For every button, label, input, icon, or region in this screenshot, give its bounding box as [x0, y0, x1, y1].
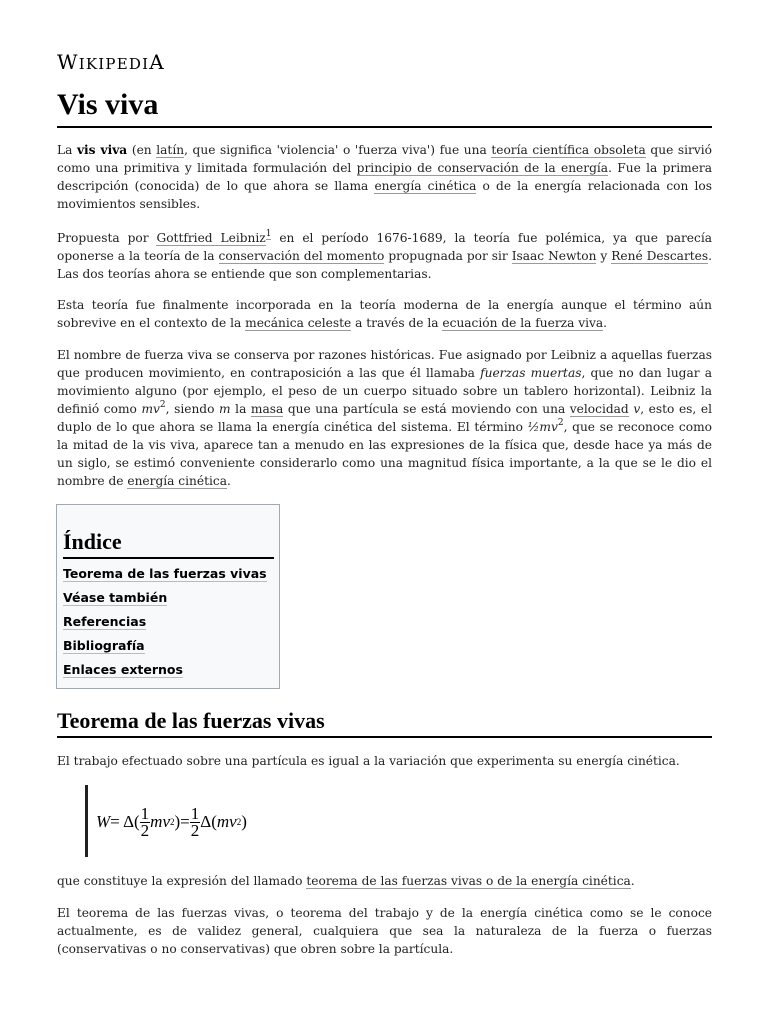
- work-energy-formula: W = Δ( $\frac{1}{2}$ mv 2 ) = $\frac{1}{2}$ Δ( mv 2 ): [96, 803, 247, 840]
- link-velocidad[interactable]: velocidad: [569, 402, 629, 416]
- math-v: v: [633, 402, 641, 416]
- reference-1[interactable]: 1: [265, 229, 272, 239]
- toc-item-teorema[interactable]: Teorema de las fuerzas vivas: [63, 566, 267, 581]
- bold-term: vis viva: [76, 143, 128, 157]
- link-leibniz[interactable]: Gottfried Leibniz: [156, 231, 266, 245]
- link-energia-cinetica-2[interactable]: energía cinética: [127, 474, 227, 488]
- logo-letter: W: [57, 50, 79, 74]
- math-mv: mv: [141, 402, 160, 416]
- toc-item-referencias[interactable]: Referencias: [63, 614, 147, 629]
- link-latin[interactable]: latín: [156, 143, 185, 157]
- link-conservacion-momento[interactable]: conservación del momento: [218, 249, 385, 263]
- toc-item-bibliografia[interactable]: Bibliografía: [63, 638, 145, 653]
- theorem-paragraph: que constituye la expresión del llamado teorema de las fuerzas vivas o de la energía cinética.: [57, 874, 635, 888]
- table-of-contents: [56, 504, 280, 689]
- name-paragraph: El nombre de fuerza viva se conserva por razones históricas. Fue asignado por Leibniz a aquellas fuerzas que producen movimiento, en contraposición a las que él llamaba fuerzas muertas, que no dan lugar a movimiento alguno (por ejemplo, el peso de un cuerpo situado sobre un tablero horizontal). Leibniz la definió como $mv^2$, siendo m la masa que una partícula se está moviendo con una velocidad v, esto es, el duplo de lo que ahora se llama la energía cinética del sistema. El término $\frac{1}{2}mv^2$, que se reconoce como la mitad de la vis viva, aparece tan a menudo en las expresiones de la física que, desde hace ya más de un siglo, se estimó conveniente considerarlo como una magnitud física importante, a la que se le dio el nombre de energía cinética.: [57, 348, 712, 488]
- logo-text: IKIPEDI: [78, 55, 150, 73]
- work-paragraph: El trabajo efectuado sobre una partícula es igual a la variación que experimenta su energía cinética.: [57, 754, 680, 768]
- link-teoria-obsoleta[interactable]: teoría científica obsoleta: [491, 143, 646, 157]
- link-conservacion-energia[interactable]: principio de conservación de la energía: [356, 161, 609, 175]
- formula-border: [85, 785, 88, 857]
- link-newton[interactable]: Isaac Newton: [511, 249, 597, 263]
- history-paragraph: Propuesta por Gottfried Leibniz$^1$ en el período 1676-1689, la teoría fue polémica, ya que parecía oponerse a la teoría de la conservación del momento propugnada por sir Isaac Newton y René Descartes. Las dos teorías ahora se entiende que son complementarias.: [57, 229, 713, 281]
- italic-term: fuerzas muertas: [480, 366, 582, 380]
- link-mecanica-celeste[interactable]: mecánica celeste: [245, 316, 352, 330]
- math-m: m: [219, 402, 231, 416]
- validity-paragraph: El teorema de las fuerzas vivas, o teorema del trabajo y de la energía cinética como se le conoce actualmente, es de validez general, cualquiera que sea la naturaleza de la fuerza o fuerzas (conservativas o no conservativas) que obren sobre la partícula.: [57, 906, 712, 956]
- intro-paragraph: La vis viva (en latín, que significa 'violencia' o 'fuerza viva') fue una teoría científica obsoleta que sirvió como una primitiva y limitada formulación del principio de conservación de la energía. Fue la primera descripción (conocida) de lo que ahora se llama energía cinética o de la energía relacionada con los movimientos sensibles.: [57, 143, 712, 211]
- math-half-mv: ½mv: [527, 420, 558, 434]
- logo-letter: A: [149, 50, 165, 74]
- link-teorema-fuerzas-vivas[interactable]: teorema de las fuerzas vivas o de la energía cinética: [306, 874, 631, 888]
- link-energia-cinetica[interactable]: energía cinética: [374, 179, 477, 193]
- link-ecuacion-fuerza-viva[interactable]: ecuación de la fuerza viva: [442, 316, 604, 330]
- toc-item-vease[interactable]: Véase también: [63, 590, 168, 605]
- link-descartes[interactable]: René Descartes: [611, 249, 709, 263]
- theory-paragraph: Esta teoría fue finalmente incorporada en la teoría moderna de la energía aunque el término aún sobrevive en el contexto de la mecánica celeste a través de la ecuación de la fuerza viva.: [57, 298, 712, 330]
- page-title: Vis viva: [57, 86, 712, 128]
- section-heading: Teorema de las fuerzas vivas: [57, 706, 712, 738]
- wikipedia-logo[interactable]: [57, 50, 165, 74]
- link-masa[interactable]: masa: [250, 402, 284, 416]
- toc-item-enlaces[interactable]: Enlaces externos: [63, 662, 183, 677]
- toc-title: Índice: [63, 527, 274, 559]
